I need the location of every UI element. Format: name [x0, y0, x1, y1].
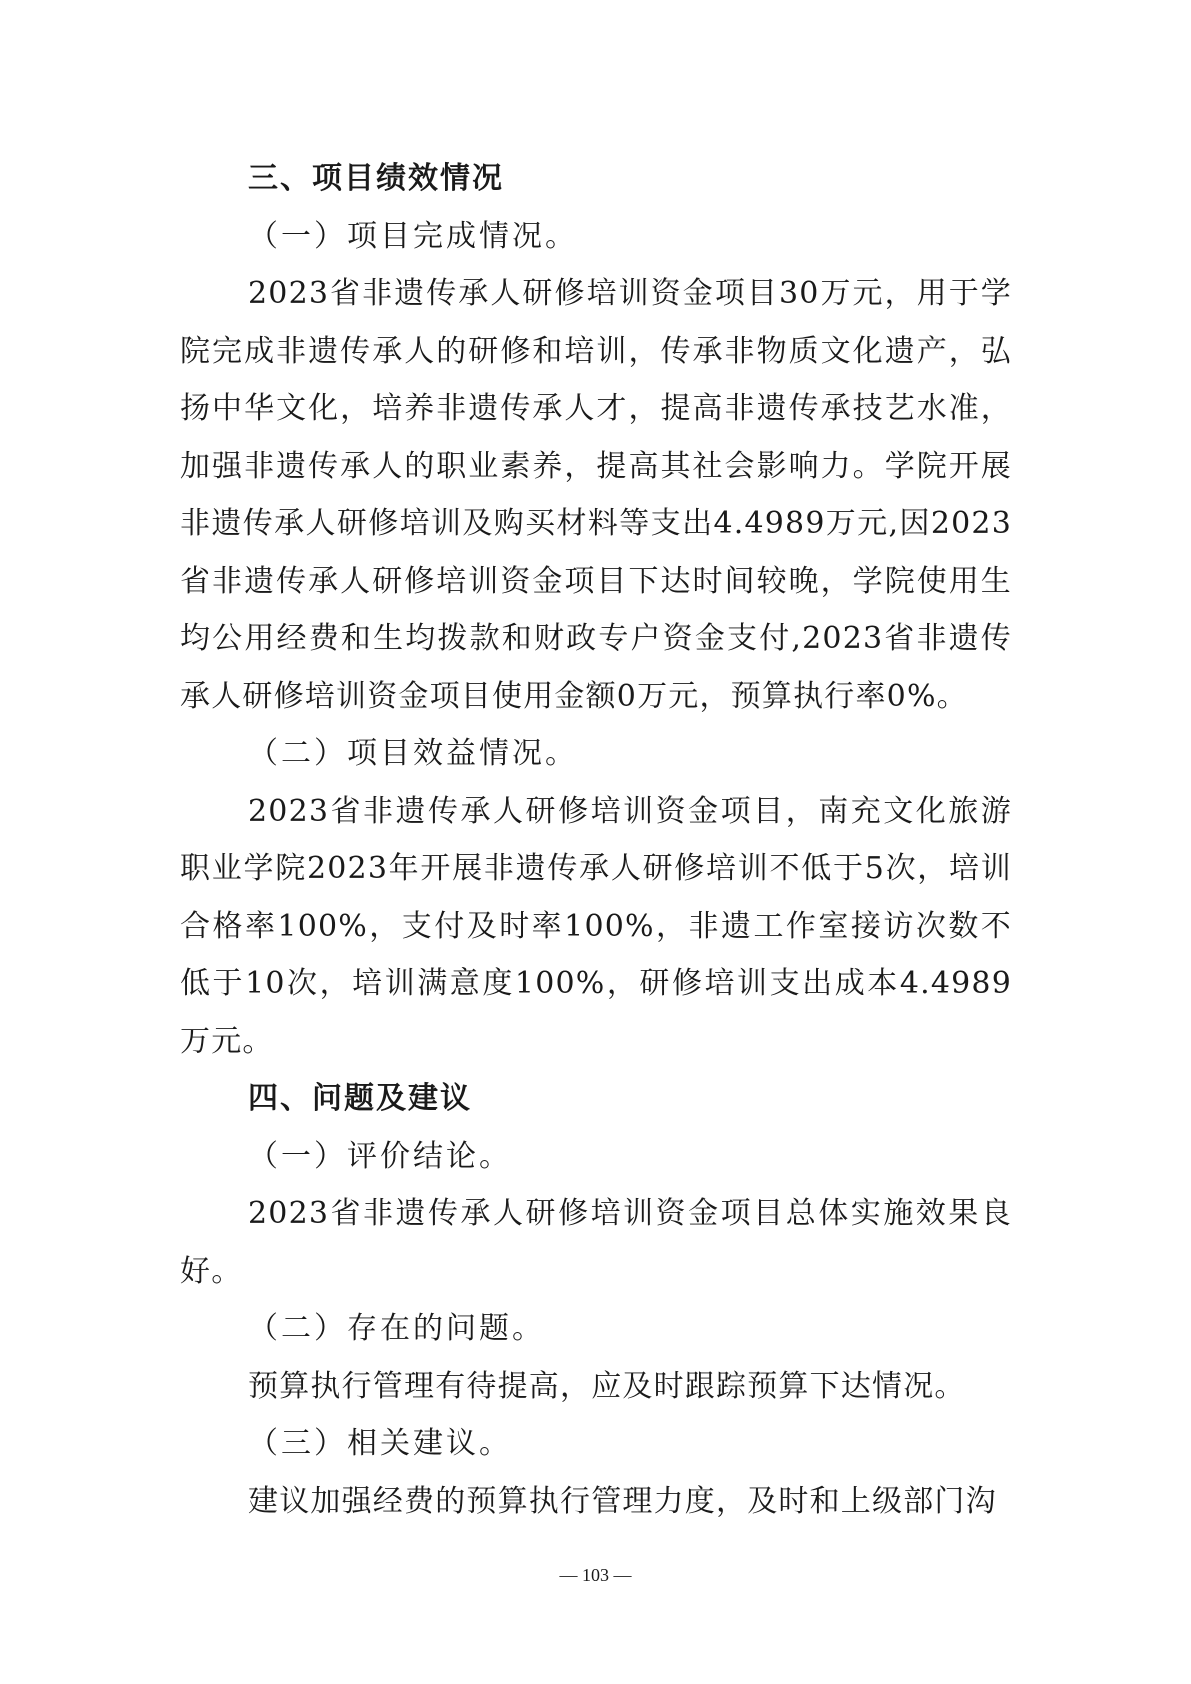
- subheading-problems: （二）存在的问题。: [248, 1311, 545, 1346]
- subheading-conclusion: （一）评价结论。: [248, 1138, 512, 1174]
- paragraph-problems: 预算执行管理有待提高，应及时跟踪预算下达情况。: [248, 1368, 966, 1404]
- paragraph-completion: 2023省非遗传承人研修培训资金项目30万元，用于学院完成非遗传承人的研修和培训，传承非物质文化遗产，弘扬中华文化，培养非遗传承人才，提高非遗传承技艺水准，加强非遗传承人的职业素养，提高其社会影响力。学院开展非遗传承人研修培训及购买材料等支出4.4989万元,因2023省非遗传承人研修培训资金项目下达时间较晚，学院使用生均公用经费和生均拨款和财政专户资金支付,2023省非遗传承人研修培训资金项目使用金额0万元，预算执行率0%。: [180, 276, 1012, 714]
- section-heading-performance: 三、项目绩效情况: [248, 161, 504, 196]
- document-body: [180, 150, 1012, 1530]
- paragraph-conclusion: 2023省非遗传承人研修培训资金项目总体实施效果良好。: [180, 1196, 1012, 1289]
- section-heading-issues: 四、问题及建议: [248, 1081, 472, 1116]
- page-number: — 103 —: [559, 1565, 632, 1585]
- subheading-benefit: （二）项目效益情况。: [248, 736, 578, 771]
- subheading-suggestions: （三）相关建议。: [248, 1426, 512, 1461]
- paragraph-suggestions: 建议加强经费的预算执行管理力度，及时和上级部门沟: [248, 1483, 997, 1519]
- paragraph-benefit: 2023省非遗传承人研修培训资金项目，南充文化旅游职业学院2023年开展非遗传承人研修培训不低于5次，培训合格率100%，支付及时率100%，非遗工作室接访次数不低于10次，培训满意度100%，研修培训支出成本4.4989万元。: [180, 793, 1012, 1059]
- subheading-completion: （一）项目完成情况。: [248, 218, 578, 254]
